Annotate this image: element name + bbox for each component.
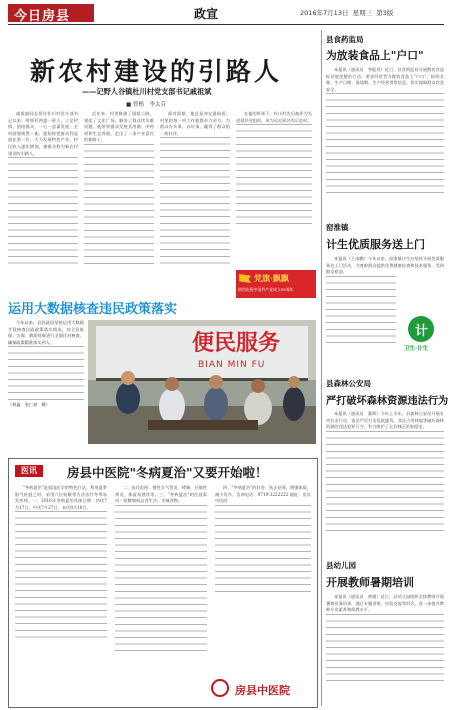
hospital-col-3 (215, 485, 311, 667)
hospital-logo-text: 房县中医院 (235, 684, 290, 697)
text-lines (115, 505, 207, 655)
hospital-title: 房县中医院"冬病夏治"又要开始啦！ (67, 465, 268, 480)
photo-caption-box (8, 320, 84, 442)
column-divider (321, 30, 322, 706)
party-ad-banner (236, 270, 316, 298)
hospital-emblem-icon (211, 679, 229, 697)
hospital-logo (209, 677, 309, 701)
kindergarten-kicker: 县幼儿园 (326, 561, 356, 570)
hospital-col-2-text: 二、治疗范围：慢性支气管炎、哮喘、过敏性鼻炎、体虚易感冒等。三、"冬病夏治"的注意事项：贴敷期间忌食生冷、辛辣食物。 (115, 485, 207, 504)
issue-date (300, 8, 393, 17)
hospital-col-1-text: "冬病夏治"是祖国医学的特色疗法，利用夏季阳气旺盛之时，采用穴位贴敷等方法治疗冬季易发疾病。一、2016年冬病夏治具体日期：初伏7月17日，中伏7月27日，末伏8月16日。 (15, 485, 107, 510)
article-food-safety (326, 34, 444, 212)
food-title: 为放装食品上"户口" (326, 49, 424, 62)
text-lines (15, 511, 107, 641)
text-lines (8, 346, 84, 400)
text-lines (160, 137, 230, 267)
food-kicker: 县食药监局 (326, 35, 364, 44)
hospital-notice (8, 458, 318, 708)
lead-col-2 (84, 111, 154, 286)
service-sign-line-1: 便民服务 (192, 331, 281, 356)
ad-line-2: 热烈庆祝中国共产党成立95周年 (238, 287, 294, 292)
health-planning-logo (400, 314, 442, 356)
text-lines (215, 505, 311, 595)
photo-credit: （柯鑫 张仁斌 摄） (8, 402, 50, 408)
hospital-tag: 医讯 (15, 465, 43, 477)
ad-line-1: 党旗·飘飘 (254, 273, 289, 283)
forest-title: 严打破坏森林资源违法行为 (326, 396, 449, 407)
kindergarten-title: 开展教师暑期培训 (326, 576, 414, 589)
lead-col-4 (236, 111, 312, 246)
masthead (0, 0, 450, 32)
photo-story (8, 298, 316, 450)
date: 2016年7月13日 (300, 9, 349, 17)
forest-body-text: 本报讯（通讯员 董辉）今年上半年，县森林公安局开展专项打击行动，依法严厉打击乱砍滥伐、非法占用林地等破坏森林资源的违法犯罪行为，有力维护了全县林区治安稳定。 (326, 411, 444, 430)
section-name: 政宣 (194, 7, 219, 21)
text-lines (326, 431, 444, 531)
masthead-logo (8, 4, 94, 22)
hospital-col-3-text: 四、"冬病夏治"的好处：扶正祛邪，增强体质，减少发作。咨询电话：0719-3222222 地址：房县中医院 (215, 485, 311, 504)
hospital-col-2 (115, 485, 207, 701)
lead-col-4-text: 在他的带领下，杜川村先后被评为先进基层党组织，成为远近闻名的示范村。 (236, 111, 312, 123)
news-photo (88, 320, 316, 444)
logo-text: 今日房县 (14, 9, 71, 24)
planning-body-text: 本报讯（王南鹏）今年以来，窑淮镇计生办坚持开展优质服务送上门活动，为育龄群众提供免费健康检查和技术服务，受到群众欢迎。 (326, 256, 444, 275)
text-lines (326, 614, 444, 684)
lead-col-2-text: 近年来，村里修通了通组公路，建起了文化广场，解决了群众饮水难问题。他带领群众发展食用菌、中药材和生态养殖，走出了一条产业富民的新路子。 (84, 111, 154, 143)
weekday: 星期三 (352, 9, 373, 17)
masthead-rule (8, 24, 444, 25)
badge-glyph: 计 (415, 324, 429, 339)
lead-subtitle: ——记野人谷镇杜川村党支部书记戚祖斌 (82, 87, 212, 96)
kindergarten-body (326, 594, 444, 704)
flag-icon (239, 274, 251, 283)
text-lines (326, 93, 444, 193)
article-kindergarten (326, 560, 444, 706)
lead-col-3-text: 面对困难，他总是冲在最前面。村里的每一项工作他都亲力亲为，为群众办实事、办好事，赢得了群众的一致好评。 (160, 111, 230, 136)
lead-byline: ■ 曾楷 李太芬 (126, 102, 166, 108)
planning-title: 计生优质服务送上门 (326, 238, 425, 251)
page-number: 第3版 (376, 9, 394, 17)
article-family-planning (326, 222, 444, 372)
lead-title: 新农村建设的引路人 (30, 57, 283, 86)
planning-kicker: 窑淮镇 (326, 223, 349, 232)
hospital-col-1 (15, 485, 107, 701)
article-forest-police (326, 378, 449, 554)
kindergarten-body-text: 本报讯（通讯员 黄媛）近日，县幼儿园组织全体教师开展暑期业务培训，通过专题讲座、经验交流等形式，进一步提升教师专业素养和保教水平。 (326, 594, 444, 613)
text-lines (236, 124, 312, 224)
badge-caption: 卫生·计生 (404, 346, 429, 352)
forest-body (326, 411, 444, 551)
lead-article (8, 40, 314, 286)
lead-col-1-text: 戚祖斌同志担任杜川村党支部书记以来，带领村两委一班人，立足村情，团结群众，一心一意谋发展，全村面貌焕然一新。他始终把群众利益放在第一位，大力发展特色产业，村民收入逐年增加，被群众称为新农村建设的引路人。 (8, 111, 78, 156)
food-body (326, 67, 444, 207)
photo-caption: 今年以来，县民政局坚持运用大数据手段核查民政政策落实情况，对全县低保、五保、救助对象进行全面比对核查，确保政策精准落实到人。 (8, 320, 84, 345)
text-lines (326, 276, 396, 346)
lead-col-1 (8, 111, 78, 286)
lead-col-3 (160, 111, 230, 286)
service-sign-line-2: BIAN MIN FU (198, 360, 266, 370)
photo-title: 运用大数据核查违民政策落实 (8, 302, 178, 317)
text-lines (8, 157, 78, 267)
text-lines (84, 144, 154, 264)
forest-kicker: 县森林公安局 (326, 379, 371, 388)
food-body-text: 本报讯（通讯员 李能发）近日，县食药监局开展散装食品标识规范整治行动，要求经营者为散装食品上"户口"，标明名称、生产日期、保质期、生产经营者等信息，切实保障群众饮食安全。 (326, 67, 444, 92)
